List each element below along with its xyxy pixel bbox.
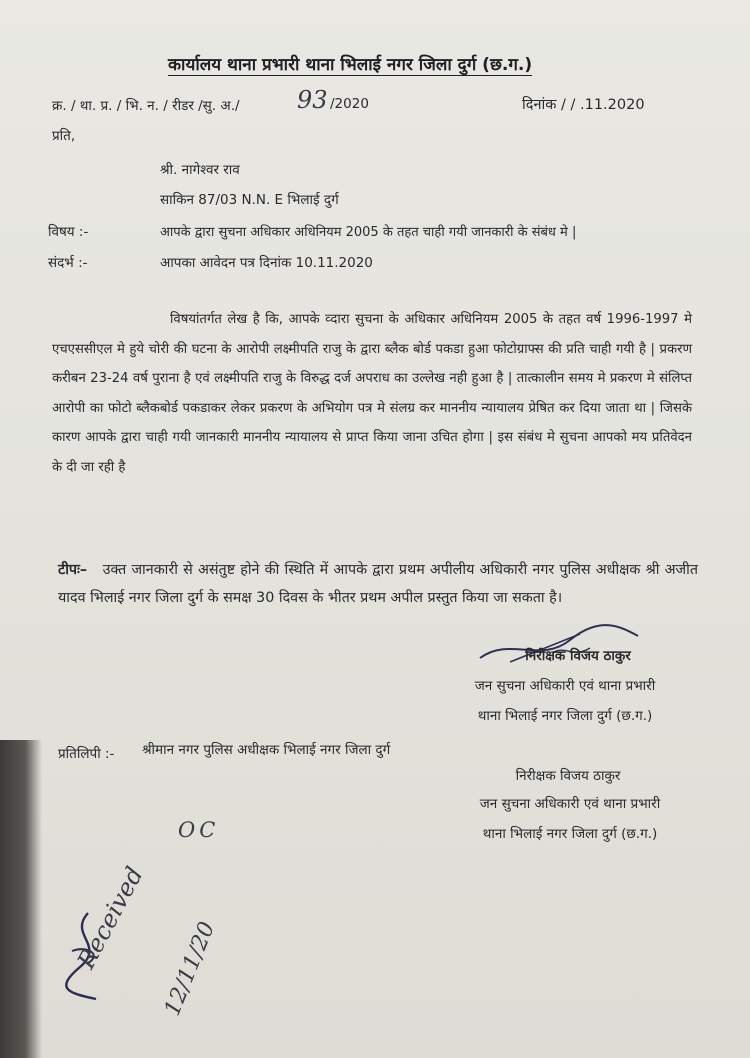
reference-number-suffix: /2020 [330, 96, 369, 112]
note-block [58, 556, 698, 612]
reference-number-prefix: क्र. / था. प्र. / भि. न. / रीडर /सु. अ./ [52, 98, 240, 114]
recipient-address: साकिन 87/03 N.N. E भिलाई दुर्ग [160, 192, 339, 208]
received-handwritten-note: Received [72, 862, 149, 974]
signature-1-office: थाना भिलाई नगर जिला दुर्ग (छ.ग.) [477, 708, 653, 724]
subject-label: विषय :- [48, 224, 89, 240]
oc-handwritten-mark: OC [178, 818, 220, 842]
copy-to-label: प्रतिलिपी :- [58, 746, 115, 762]
letter-date: दिनांक / / .11.2020 [522, 97, 645, 113]
signature-1-designation: जन सुचना अधिकारी एवं थाना प्रभारी [474, 678, 656, 694]
office-heading: कार्यालय थाना प्रभारी थाना भिलाई नगर जिला दुर्ग (छ.ग.) [168, 55, 533, 75]
received-handwritten-date: 12/11/20 [160, 918, 221, 1020]
signature-2-name: निरीक्षक विजय ठाकुर [515, 768, 621, 784]
signature-1-name: निरीक्षक विजय ठाकुर [525, 648, 631, 664]
body-paragraph [52, 305, 692, 482]
note-text: उक्त जानकारी से असंतुष्ट होने की स्थिति में आपके द्वारा प्रथम अपीलीय अधिकारी नगर पुलिस अधीक्षक श्री अजीत यादव भिलाई नगर जिला दुर्ग के समक्ष 30 दिवस के भीतर प्रथम अपील प्रस्तुत किया जा सकता है। [58, 562, 698, 606]
reference-number-handwritten: 93 [297, 86, 328, 114]
reference-letter-label: संदर्भ :- [48, 255, 88, 271]
body-paragraph-text: विषयांतर्गत लेख है कि, आपके व्दारा सुचना के अधिकार अधिनियम 2005 के तहत वर्ष 1996-1997 मे एचएससीएल मे हुये चोरी की घटना के आरोपी लक्ष्मीपति राजु के द्वारा ब्लैक बोर्ड पकडा हुआ फोटोग्राफ्स की प्रति चाही गयी है | प्रकरण करीबन 23-24 वर्ष पुराना है एवं लक्ष्मीपति राजु के विरुद्ध दर्ज अपराध का उल्लेख नही हुआ है | तात्कालीन समय मे प्रकरण मे संलिप्त आरोपी का फोटो ब्लैकबोर्ड पकडाकर लेकर प्रकरण के अभियोग पत्र मे संलग्र कर माननीय न्यायालय प्रेषित कर दिया जाता था | जिसके कारण आपके द्वारा चाही गयी जानकारी माननीय न्यायालय से प्राप्त किया जाना उचित होगा | इस संबंध मे सुचना आपको मय प्रतिवेदन के दी जा रही है [52, 312, 692, 475]
subject-text: आपके द्वारा सुचना अधिकार अधिनियम 2005 के तहत चाही गयी जानकारी के संबंध मे | [160, 225, 577, 240]
copy-to-text: श्रीमान नगर पुलिस अधीक्षक भिलाई नगर जिला दुर्ग [142, 742, 391, 758]
signature-2-designation: जन सुचना अधिकारी एवं थाना प्रभारी [479, 796, 661, 812]
recipient-name: श्री. नागेश्वर राव [160, 162, 240, 178]
signature-2-office: थाना भिलाई नगर जिला दुर्ग (छ.ग.) [482, 826, 658, 842]
reference-letter-text: आपका आवेदन पत्र दिनांक 10.11.2020 [160, 255, 373, 271]
note-label: टीपः– [58, 562, 88, 578]
photo-shadow [0, 740, 42, 1058]
to-label: प्रति, [52, 128, 76, 144]
